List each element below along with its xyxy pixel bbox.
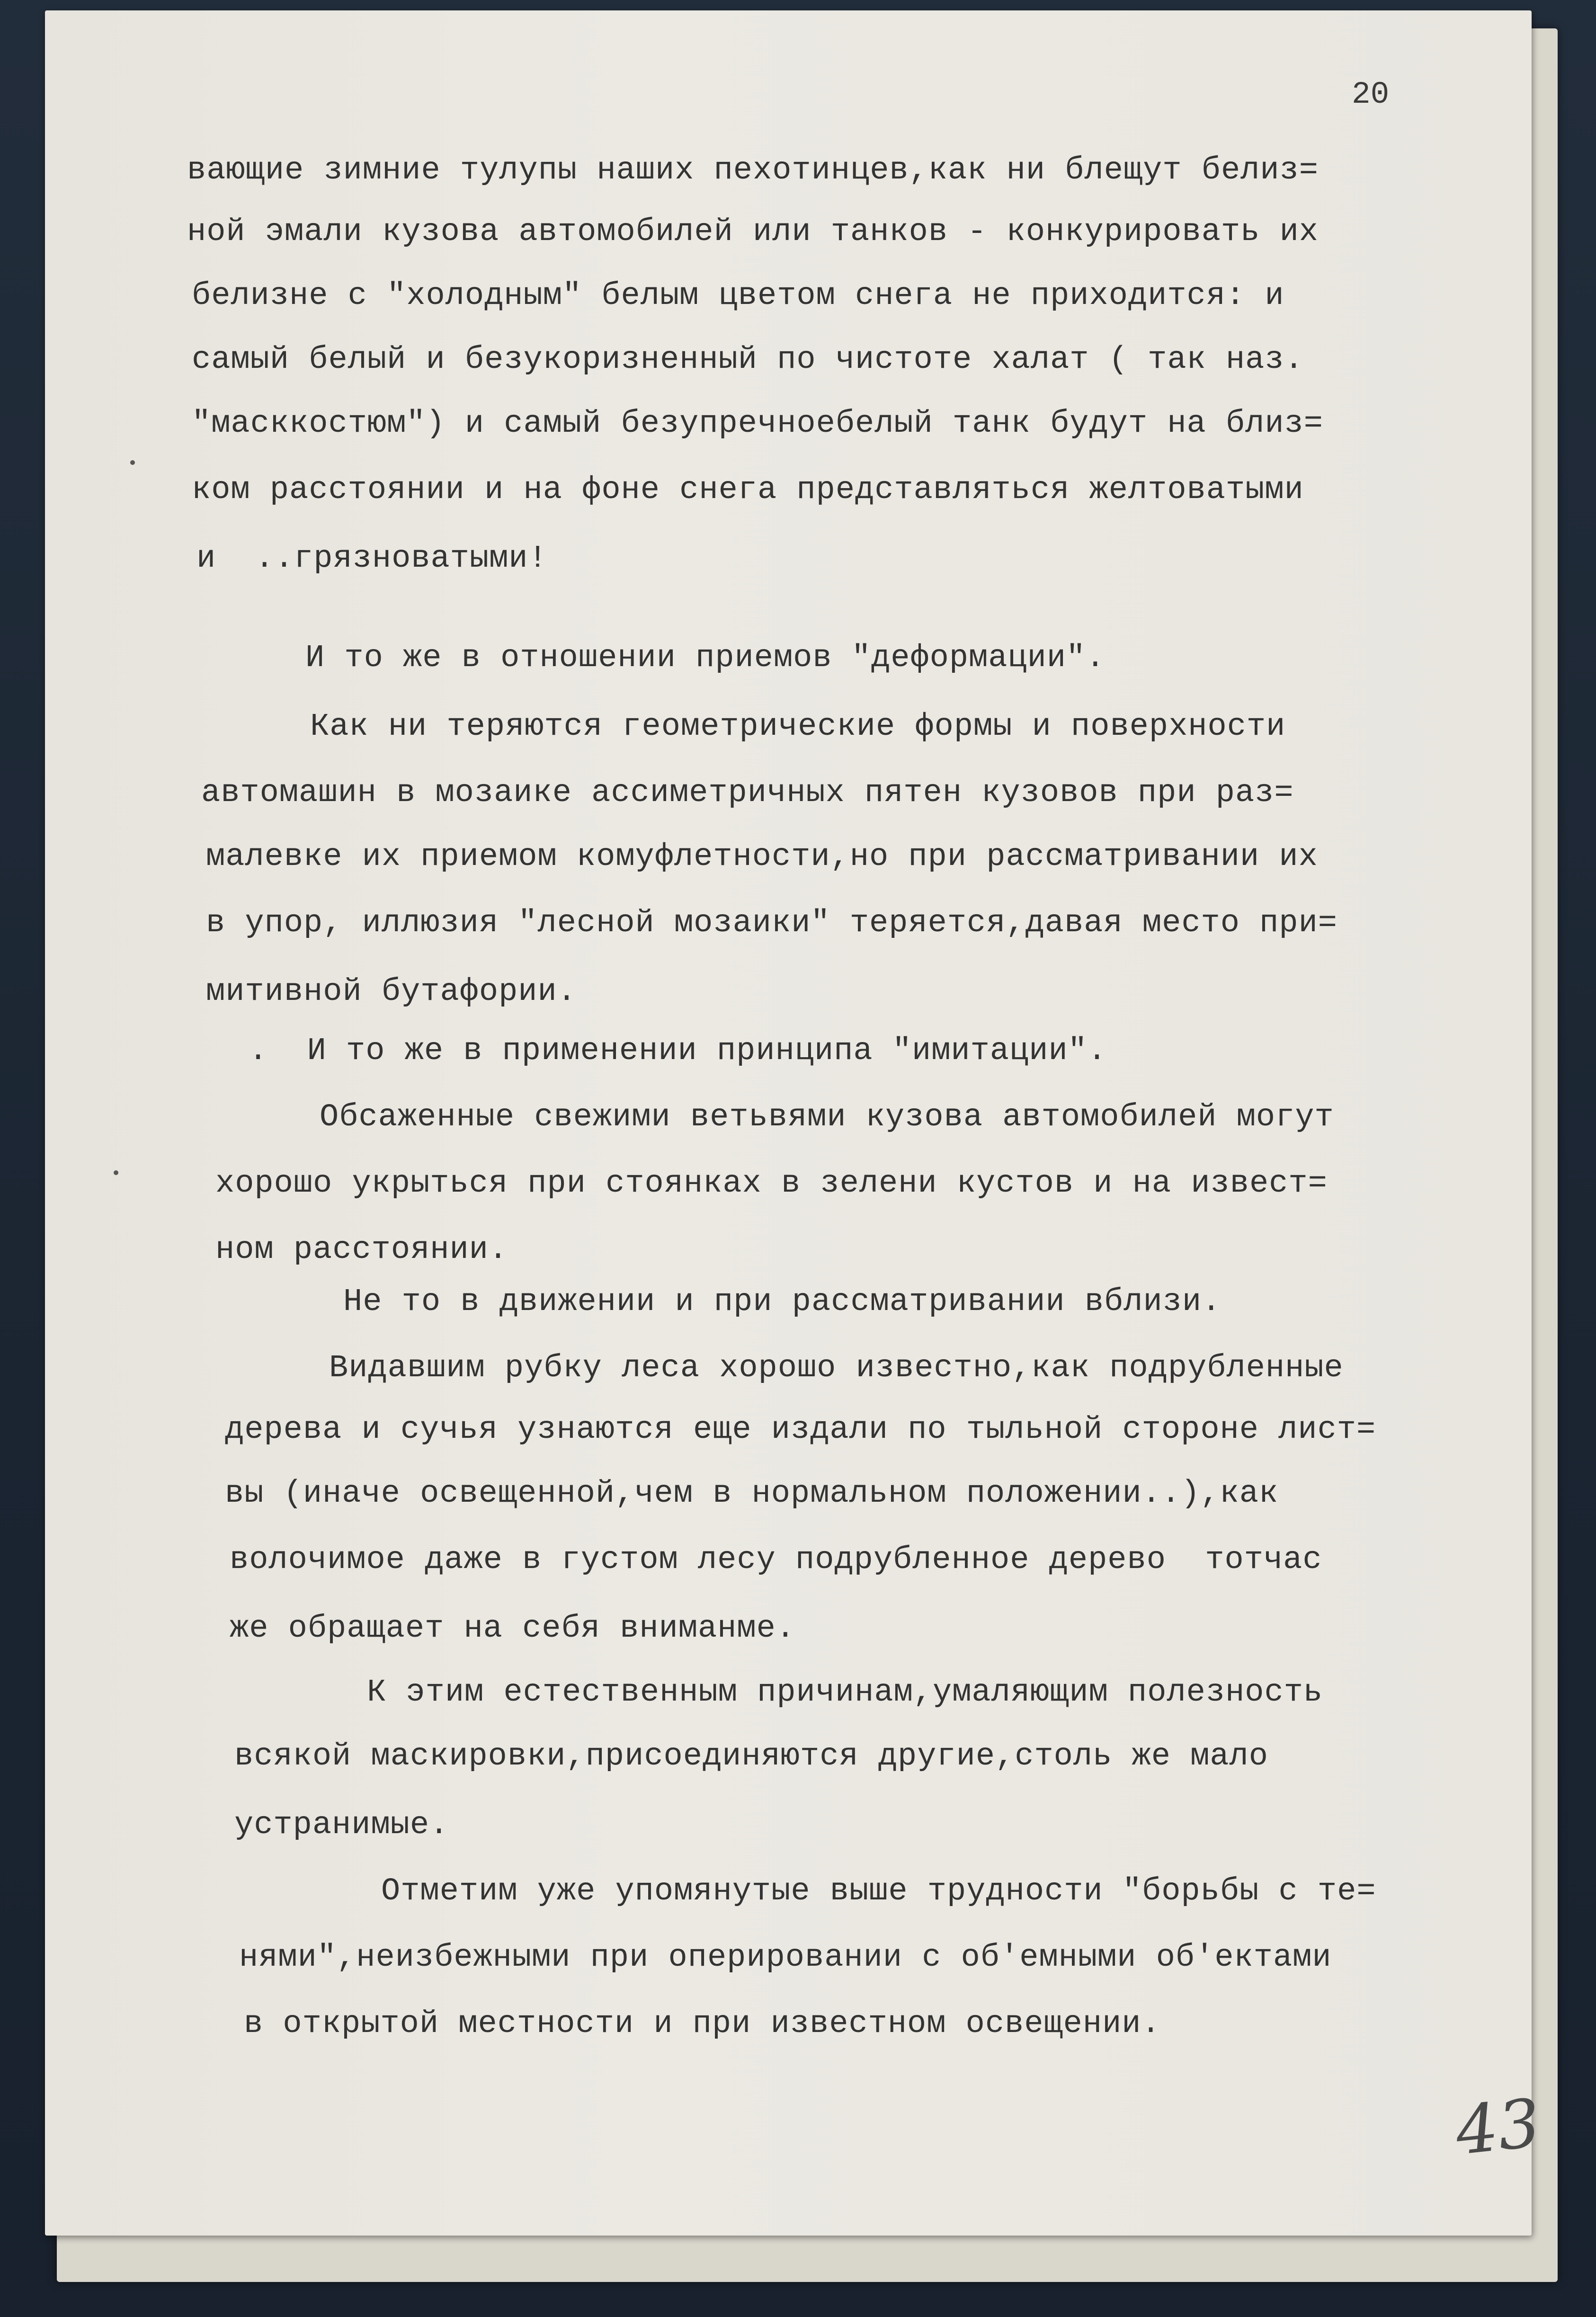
text-line: . И то же в применении принципа "имитации". [249, 1033, 1107, 1069]
text-line: нями",неизбежными при оперировании с об'емными об'ектами [239, 1940, 1332, 1976]
text-line: И то же в отношении приемов "деформации". [305, 640, 1106, 676]
text-line: автомашин в мозаике ассиметричных пятен кузовов при раз= [201, 775, 1294, 811]
page-number: 20 [1352, 77, 1390, 112]
text-line: К этим естественным причинам,умаляющим полезность [367, 1675, 1323, 1711]
text-line: вающие зимние тулупы наших пехотинцев,как ни блещут белиз= [187, 152, 1319, 188]
text-line: вы (иначе освещенной,чем в нормальном положении..),как [225, 1476, 1279, 1512]
paper-speck [114, 1170, 118, 1175]
text-line: ком расстоянии и на фоне снега представляться желтоватыми [192, 472, 1304, 508]
text-line: Как ни теряются геометрические формы и поверхности [310, 709, 1286, 745]
text-line: малевке их приемом комуфлетности,но при рассматривании их [206, 839, 1318, 875]
text-line: белизне с "холодным" белым цветом снега не приходится: и [192, 278, 1284, 314]
text-line: дерева и сучья узнаются еще издали по тыльной стороне лист= [225, 1412, 1376, 1448]
text-line: же обращает на себя вниманме. [230, 1611, 795, 1647]
text-line: хорошо укрыться при стоянках в зелени кустов и на извест= [215, 1166, 1328, 1202]
text-line: Видавшим рубку леса хорошо известно,как подрубленные [329, 1350, 1344, 1386]
text-line: Не то в движении и при рассматривании вблизи. [343, 1284, 1222, 1320]
typewritten-page [45, 10, 1544, 2236]
text-line: устранимые. [234, 1807, 449, 1843]
text-line: Отметим уже упомянутые выше трудности "борьбы с те= [381, 1873, 1376, 1909]
text-line: в открытой местности и при известном освещении. [244, 2006, 1161, 2042]
text-line: самый белый и безукоризненный по чистоте халат ( так наз. [192, 342, 1304, 378]
text-line: митивной бутафории. [206, 974, 577, 1010]
handwritten-folio-number: 43 [1452, 2085, 1544, 2170]
text-line: волочимое даже в густом лесу подрубленное дерево тотчас [230, 1542, 1322, 1578]
text-line: всякой маскировки,присоединяются другие,столь же мало [234, 1738, 1268, 1774]
text-line: ном расстоянии. [215, 1232, 508, 1268]
text-line: Обсаженные свежими ветьвями кузова автомобилей могут [320, 1099, 1334, 1135]
text-line: и ..грязноватыми! [196, 541, 548, 577]
text-line: в упор, иллюзия "лесной мозаики" теряется,давая место при= [206, 905, 1337, 941]
text-line: "масккостюм") и самый безупречноебелый танк будут на близ= [192, 406, 1323, 442]
text-line: ной эмали кузова автомобилей или танков - конкурировать их [187, 214, 1319, 250]
paper-speck [130, 460, 135, 465]
